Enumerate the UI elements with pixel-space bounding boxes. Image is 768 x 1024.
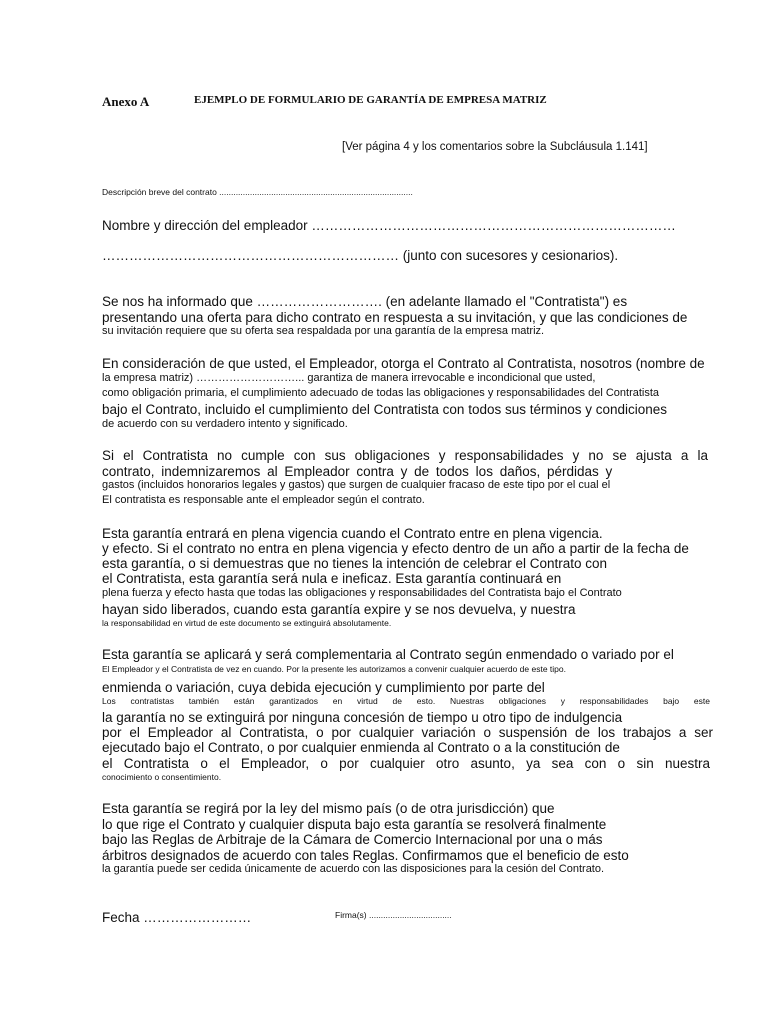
p2-line: como obligación primaria, el cumplimiento adecuado de todas las obligaciones y responsabilidades del Contratista	[102, 387, 660, 399]
employer-name-field: Nombre y dirección del empleador ………………………………………………………………………	[102, 218, 676, 233]
p3-line: El contratista es responsable ante el empleador según el contrato.	[102, 494, 425, 506]
p4-line: la responsabilidad en virtud de este documento se extinguirá absolutamente.	[102, 618, 392, 628]
p4-line: y efecto. Si el contrato no entra en plena vigencia y efecto dentro de un año a partir de la fecha de	[102, 541, 689, 556]
signature-field: Firma(s) ...................................	[335, 910, 452, 920]
p1-line: su invitación requiere que su oferta sea respaldada por una garantía de la empresa matriz.	[102, 325, 545, 337]
p6-line: Esta garantía se regirá por la ley del mismo país (o de otra jurisdicción) que	[102, 801, 555, 816]
p4-line: plena fuerza y efecto hasta que todas las obligaciones y responsabilidades del Contratista bajo el Contrato	[102, 587, 622, 599]
p6-line: árbitros designados de acuerdo con tales Reglas. Confirmamos que el beneficio de esto	[102, 848, 629, 863]
p6-line: bajo las Reglas de Arbitraje de la Cámara de Comercio Internacional por una o más	[102, 832, 603, 847]
p5-line: El Empleador y el Contratista de vez en cuando. Por la presente les autorizamos a convenir cualquier acuerdo de este tipo.	[102, 664, 566, 674]
p2-line: la empresa matriz) ………………………... garantiza de manera irrevocable e incondicional que usted,	[102, 372, 596, 384]
p3-line: gastos (incluidos honorarios legales y gastos) que surgen de cualquier fracaso de este tipo por el cual el	[102, 479, 611, 491]
p4-line: esta garantía, o si demuestras que no tienes la intención de celebrar el Contrato con	[102, 556, 608, 571]
document-title: EJEMPLO DE FORMULARIO DE GARANTÍA DE EMPRESA MATRIZ	[194, 94, 547, 106]
p1-line: presentando una oferta para dicho contrato en respuesta a su invitación, y que las condiciones de	[102, 310, 688, 325]
p5-line: por el Empleador al Contratista, o por cualquier variación o suspensión de los trabajos a ser	[102, 725, 713, 740]
p1-line: Se nos ha informado que ………………………. (en adelante llamado el "Contratista") es	[102, 294, 628, 309]
reference-note: [Ver página 4 y los comentarios sobre la Subcláusula 1.141]	[342, 141, 648, 153]
p2-line: de acuerdo con su verdadero intento y significado.	[102, 418, 348, 430]
p3-line: Si el Contratista no cumple con sus obligaciones y responsabilidades y no se ajusta a la	[102, 448, 708, 463]
p4-line: Esta garantía entrará en plena vigencia cuando el Contrato entre en plena vigencia.	[102, 526, 603, 541]
p4-line: hayan sido liberados, cuando esta garantía expire y se nos devuelva, y nuestra	[102, 602, 576, 617]
contract-description-field: Descripción breve del contrato ..................................................................................	[102, 187, 413, 197]
p6-line: lo que rige el Contrato y cualquier disputa bajo esta garantía se resolverá finalmente	[102, 817, 607, 832]
p3-line: contrato, indemnizaremos al Empleador contra y de todos los daños, pérdidas y	[102, 464, 613, 479]
p2-line: En consideración de que usted, el Empleador, otorga el Contrato al Contratista, nosotros (nombre de	[102, 356, 705, 371]
p5-line: conocimiento o consentimiento.	[102, 772, 222, 782]
p5-line: la garantía no se extinguirá por ninguna concesión de tiempo u otro tipo de indulgencia	[102, 710, 623, 725]
p5-line: el Contratista o el Empleador, o por cualquier otro asunto, ya sea con o sin nuestra	[102, 756, 710, 771]
p5-line: Los contratistas también están garantizados en virtud de esto. Nuestras obligaciones y responsabilidades bajo este	[102, 696, 710, 706]
p5-line: ejecutado bajo el Contrato, o por cualquier enmienda al Contrato o a la constitución de	[102, 740, 620, 755]
p4-line: el Contratista, esta garantía será nula e ineficaz. Esta garantía continuará en	[102, 571, 562, 586]
p5-line: enmienda o variación, cuya debida ejecución y cumplimiento por parte del	[102, 680, 545, 695]
date-field: Fecha ……………………	[102, 910, 252, 925]
annex-label: Anexo A	[102, 94, 150, 109]
p6-line: la garantía puede ser cedida únicamente de acuerdo con las disposiciones para la cesión del Contrato.	[102, 863, 605, 875]
p2-line: bajo el Contrato, incluido el cumplimiento del Contratista con todos sus términos y condiciones	[102, 402, 668, 417]
employer-address-field: ………………………………………………………… (junto con sucesores y cesionarios).	[102, 248, 619, 263]
p5-line: Esta garantía se aplicará y será complementaria al Contrato según enmendado o variado por el	[102, 647, 674, 662]
